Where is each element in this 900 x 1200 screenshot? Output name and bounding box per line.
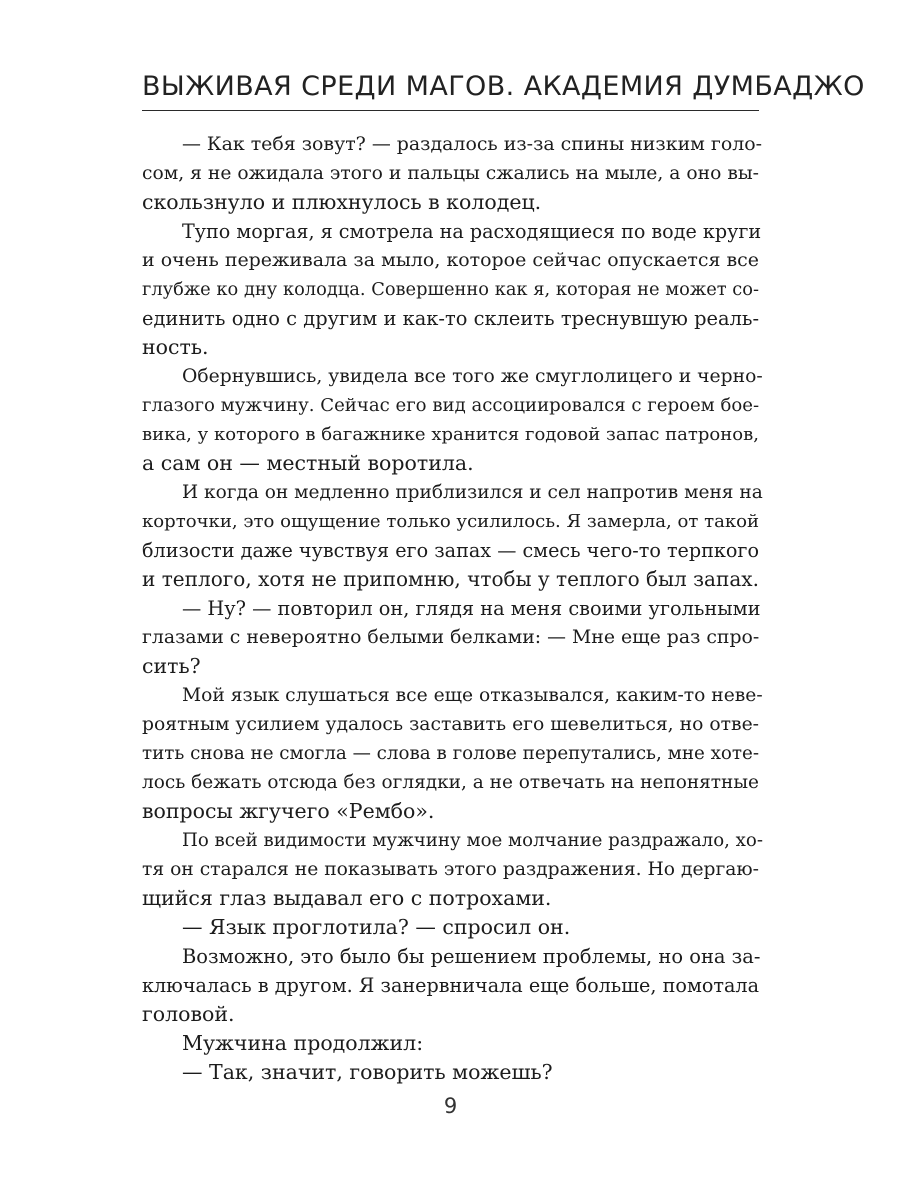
- paragraph: [142, 130, 763, 217]
- text-line: корточки, это ощущение только усилилось. Я замерла, от такой: [142, 511, 760, 532]
- page-number: 9: [443, 1094, 458, 1118]
- paragraph: [142, 594, 759, 681]
- text-line: а сам он — местный воротила.: [142, 451, 474, 475]
- text-line: близости даже чувствуя его запах — смесь чего-то терпкого: [142, 539, 759, 562]
- paragraph: [142, 1029, 759, 1058]
- paragraph: [142, 362, 763, 478]
- text-line: По всей видимости мужчину мое молчание раздражало, хо-: [182, 830, 763, 851]
- text-line: глазого мужчину. Сейчас его вид ассоциировался с героем бое-: [142, 395, 760, 416]
- text-line: тить снова не смогла — слова в голове перепутались, мне хоте-: [142, 743, 759, 764]
- text-line: лось бежать отсюда без оглядки, а не отвечать на непонятные: [142, 772, 759, 793]
- paragraph: [142, 1058, 759, 1087]
- paragraph: [142, 681, 763, 826]
- text-line: — Так, значит, говорить можешь?: [182, 1060, 553, 1084]
- paragraph: [142, 217, 762, 362]
- text-line: единить одно с другим и как-то склеить треснувшую реаль-: [142, 307, 759, 330]
- text-line: тя он старался не показывать этого раздражения. Но дергаю-: [142, 859, 759, 880]
- text-line: глубже ко дну колодца. Совершенно как я, которая не может со-: [142, 279, 759, 300]
- text-line: Обернувшись, увидела все того же смуглолицего и черно-: [182, 366, 763, 387]
- paragraph: [142, 826, 763, 913]
- text-line: Мужчина продолжил:: [182, 1031, 424, 1055]
- text-line: и теплого, хотя не припомню, чтобы у теплого был запах.: [142, 567, 759, 591]
- text-line: глазами с невероятно белыми белками: — Мне еще раз спро-: [142, 627, 760, 648]
- text-line: роятным усилием удалось заставить его шевелиться, но отве-: [142, 714, 759, 735]
- paragraph: [142, 913, 759, 942]
- text-line: и очень переживала за мыло, которое сейчас опускается все: [142, 249, 759, 271]
- text-line: вика, у которого в багажнике хранится годовой запас патронов,: [142, 424, 759, 445]
- text-line: И когда он медленно приблизился и сел напротив меня на: [182, 482, 763, 503]
- text-line: Возможно, это было бы решением проблемы, но она за-: [182, 945, 761, 968]
- text-line: головой.: [142, 1002, 235, 1026]
- text-line: — Язык проглотила? — спросил он.: [182, 915, 571, 939]
- text-line: ключалась в другом. Я занервничала еще больше, помотала: [142, 974, 759, 997]
- text-line: вопросы жгучего «Рембо».: [142, 799, 435, 823]
- paragraph: [142, 478, 763, 594]
- running-head: ВЫЖИВАЯ СРЕДИ МАГОВ. АКАДЕМИЯ ДУМБАДЖО: [142, 64, 759, 111]
- text-line: Мой язык слушаться все еще отказывался, каким-то неве-: [182, 685, 763, 706]
- text-line: ность.: [142, 335, 209, 359]
- text-line: сить?: [142, 654, 201, 678]
- text-line: щийся глаз выдавал его с потрохами.: [142, 886, 552, 910]
- body-text: [142, 130, 763, 1087]
- paragraph: [142, 942, 759, 1029]
- text-line: Тупо моргая, я смотрела на расходящиеся по воде круги: [182, 220, 762, 243]
- text-line: — Ну? — повторил он, глядя на меня своими угольными: [182, 597, 761, 620]
- text-line: скользнуло и плюхнулось в колодец.: [142, 190, 542, 214]
- text-line: сом, я не ожидала этого и пальцы сжались на мыле, а оно вы-: [142, 163, 759, 184]
- text-line: — Как тебя зовут? — раздалось из-за спины низким голо-: [182, 133, 763, 155]
